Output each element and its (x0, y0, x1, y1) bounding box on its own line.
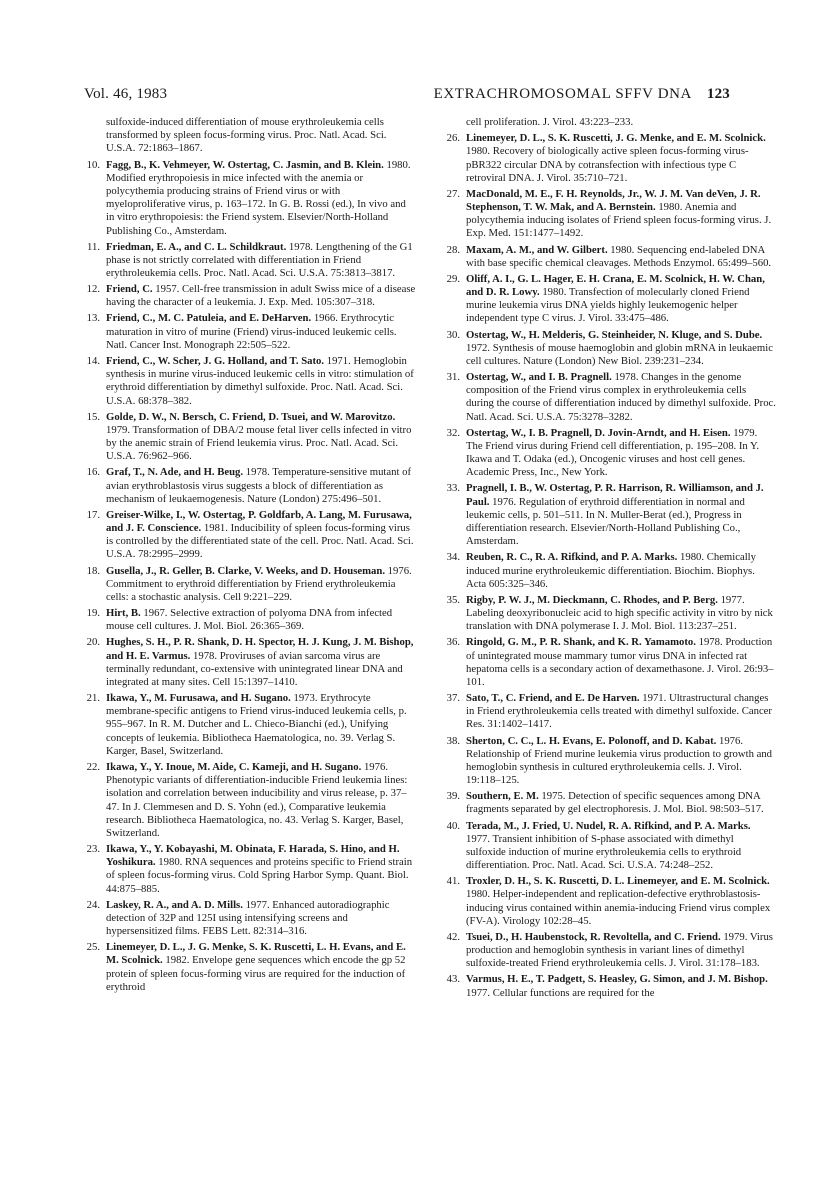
reference-authors: Ostertag, W., H. Melderis, G. Steinheider, N. Kluge, and S. Dube. (466, 328, 763, 341)
reference-authors: Ostertag, W., I. B. Pragnell, D. Jovin-Arndt, and H. Eisen. (466, 426, 731, 439)
reference-number: 37. (446, 692, 460, 705)
reference-authors: Laskey, R. A., and A. D. Mills. (106, 898, 243, 911)
reference-number: 12. (86, 283, 100, 296)
reference-authors: Tsuei, D., H. Haubenstock, R. Revoltella, and C. Friend. (466, 930, 721, 943)
reference-number: 38. (446, 734, 460, 747)
reference-authors: Varmus, H. E., T. Padgett, S. Heasley, G. Simon, and J. M. Bishop. (466, 973, 768, 986)
reference-authors: Ikawa, Y., Y. Kobayashi, M. Obinata, F. Harada, S. Hino, and H. Yoshikura. (106, 843, 400, 869)
reference-authors: Linemeyer, D. L., S. K. Ruscetti, J. G. Menke, and E. M. Scolnick. (466, 132, 766, 145)
reference-entry (84, 607, 416, 633)
running-title: EXTRACHROMOSOMAL SFFV DNA (433, 86, 692, 102)
reference-text: 1980. Sequencing end-labeled DNA with base specific chemical cleavages. Methods Enzymol. 65:499–560. (466, 243, 772, 269)
reference-entry (444, 636, 776, 689)
reference-text: 1978. Lengthening of the G1 phase is not strictly correlated with differentiation in Friend erythroleukemia cells. Proc. Natl. Acad. Sci. U.S.A. 75:3813–3817. (106, 240, 413, 280)
reference-authors: MacDonald, M. E., F. H. Reynolds, Jr., W. J. M. Van deVen, J. R. Stephenson, T. W. Mak, and A. Bernstein. (466, 187, 761, 213)
reference-number: 36. (446, 636, 460, 649)
reference-entry (444, 551, 776, 591)
reference-text: 1971. Hemoglobin synthesis in murine virus-induced leukemic cells in vitro: stimulation of erythroid differentiation by dimethyl sulfoxide. Proc. Natl. Acad. Sci. U.S.A. 68:378–382. (106, 354, 414, 407)
references-left-column (84, 116, 416, 997)
reference-entry (444, 273, 776, 326)
reference-authors: Ikawa, Y., Y. Inoue, M. Aide, C. Kameji, and H. Sugano. (106, 760, 362, 773)
reference-authors: Pragnell, I. B., W. Ostertag, P. R. Harrison, R. Williamson, and J. Paul. (466, 482, 764, 508)
reference-text: 1977. Enhanced autoradiographic detection of 32P and 125I using intensifying screens and hypersensitized films. FEBS Lett. 82:314–316. (106, 898, 390, 938)
reference-number: 13. (86, 312, 100, 325)
reference-number: 34. (446, 551, 460, 564)
reference-authors: Graf, T., N. Ade, and H. Beug. (106, 466, 244, 479)
page-number: 123 (706, 86, 730, 102)
reference-text: 1977. Labeling deoxyribonucleic acid to high specific activity in vitro by nick translation with DNA polymerase I. J. Mol. Biol. 113:237–251. (466, 593, 773, 633)
reference-number: 26. (446, 132, 460, 145)
reference-text: cell proliferation. J. Virol. 43:223–233. (466, 116, 634, 128)
reference-number: 22. (86, 760, 100, 773)
reference-authors: Friend, C., M. C. Patuleia, and E. DeHarven. (106, 312, 312, 325)
reference-authors: Oliff, A. I., G. L. Hager, E. H. Crana, E. M. Scolnick, H. W. Chan, and D. R. Lowy. (466, 272, 765, 298)
reference-text: 1977. Cellular functions are required for the (466, 986, 655, 999)
reference-entry (84, 761, 416, 840)
reference-text: 1976. Relationship of Friend murine leukemia virus production to growth and hemoglobin synthesis in cultured erythroleukemia cells. J. Virol. 19:118–125. (466, 734, 773, 787)
reference-entry (444, 820, 776, 873)
reference-authors: Sato, T., C. Friend, and E. De Harven. (466, 692, 640, 705)
reference-entry (444, 594, 776, 634)
reference-entry (444, 329, 776, 369)
reference-number: 18. (86, 564, 100, 577)
reference-number: 10. (86, 158, 100, 171)
reference-authors: Ostertag, W., and I. B. Pragnell. (466, 371, 612, 383)
reference-entry (444, 188, 776, 241)
reference-text: 1972. Synthesis of mouse haemoglobin and globin mRNA in leukaemic cell cultures. Nature (London) New Biol. 239:231–234. (466, 341, 773, 367)
reference-entry (444, 427, 776, 480)
reference-authors: Greiser-Wilke, I., W. Ostertag, P. Goldfarb, A. Lang, M. Furusawa, and J. F. Conscience. (106, 508, 412, 535)
reference-entry (444, 875, 776, 928)
reference-number: 17. (86, 508, 100, 521)
reference-number: 39. (446, 790, 460, 803)
reference-text: 1975. Detection of specific sequences among DNA fragments separated by gel electrophoresis. J. Mol. Biol. 98:503–517. (466, 790, 764, 816)
reference-text: 1976. Regulation of erythroid differentiation in normal and leukemic cells, p. 501–511. In N. Muller-Berat (ed.), Progress in differentiation research. Elsevier/North-Holland Publishing Co., Amsterdam. (466, 495, 745, 548)
reference-entry (84, 941, 416, 994)
reference-text: 1976. Phenotypic variants of differentiation-inducible Friend leukemia lines: isolation and correlation between inducibility and virus release, p. 37–47. In J. Clemmesen and D. S. Yohn (ed.), Comparative leukemia research. Bibliotheca Haematologica, no. 43. Verlag S. Karger, Basel, Switzerland. (106, 760, 408, 839)
reference-authors: Linemeyer, D. L., J. G. Menke, S. K. Ruscetti, L. H. Evans, and E. M. Scolnick. (106, 941, 406, 967)
reference-text: 1966. Erythrocytic maturation in vitro of murine (Friend) virus-induced leukemic cells. Natl. Cancer Inst. Monograph 22:505–522. (106, 312, 397, 351)
running-header (84, 86, 730, 110)
reference-number: 42. (446, 930, 460, 943)
reference-text: 1980. Helper-independent and replication-defective erythroblastosis-inducing virus contained within anemia-inducing Friend virus complex (FV-A). Virology 102:28–45. (466, 888, 771, 927)
reference-entry (444, 371, 776, 424)
reference-entry (84, 241, 416, 281)
reference-number: 21. (86, 692, 100, 705)
reference-text: 1973. Erythrocyte membrane-specific antigens to Friend virus-induced leukemia cells, p. 955–967. In R. M. Dutcher and L. Chieco-Bianchi (ed.), Unifying concepts of leukemia. Bibliotheca Haematologica, no. 39. Verlag S. Karger, Basel, Switzerland. (106, 692, 407, 757)
reference-text: 1978. Temperature-sensitive mutant of avian erythroblastosis virus suggests a block of differentiation as mechanism of leukaemogenesis. Nature (London) 275:496–501. (106, 466, 412, 505)
reference-authors: Maxam, A. M., and W. Gilbert. (466, 243, 608, 256)
reference-number: 41. (446, 875, 460, 888)
reference-number: 40. (446, 819, 460, 832)
reference-authors: Ringold, G. M., P. R. Shank, and K. R. Yamamoto. (466, 636, 696, 649)
reference-authors: Hughes, S. H., P. R. Shank, D. H. Spector, H. J. Kung, J. M. Bishop, and H. E. Varmus. (106, 636, 414, 662)
reference-text: 1978. Proviruses of avian sarcoma virus are terminally redundant, co-extensive with unintegrated linear DNA and integrated at many sites. Cell 15:1397–1410. (106, 649, 403, 688)
reference-text: 1980. Anemia and polycythemia inducing isolates of Friend spleen focus-forming virus. J. Exp. Med. 151:1477–1492. (466, 201, 772, 240)
reference-number: 16. (86, 466, 100, 479)
reference-text: 1980. Chemically induced murine erythroleukemic differentiation. Biochim. Biophys. Acta 605:325–346. (466, 551, 756, 590)
reference-number: 25. (86, 941, 100, 954)
reference-number: 35. (446, 593, 460, 606)
reference-authors: Hirt, B. (106, 607, 141, 620)
reference-authors: Fagg, B., K. Vehmeyer, W. Ostertag, C. Jasmin, and B. Klein. (106, 158, 384, 171)
reference-entry (84, 636, 416, 689)
reference-text: 1979. Transformation of DBA/2 mouse fetal liver cells infected in vitro by the anemic strain of Friend leukemia virus. Proc. Natl. Acad. Sci. U.S.A. 76:962–966. (106, 423, 412, 463)
reference-text: 1982. Envelope gene sequences which encode the gp 52 protein of spleen focus-forming virus are required for the induction of erythroid (106, 954, 406, 993)
reference-number: 43. (446, 973, 460, 986)
reference-entry (84, 466, 416, 506)
reference-text: 1980. Modified erythropoiesis in mice infected with the anemia or polycythemia producing strains of Friend virus or with myeloproliferative virus, p. 163–172. In G. B. Rossi (ed.), In vivo and in vitro erythropoiesis: the Friend system. Elsevier/North-Holland Publishing Co., Amsterdam. (106, 158, 411, 237)
reference-number: 23. (86, 843, 100, 856)
reference-entry (444, 931, 776, 971)
reference-authors: Friedman, E. A., and C. L. Schildkraut. (106, 240, 287, 253)
reference-entry (84, 692, 416, 758)
reference-text: 1967. Selective extraction of polyoma DNA from infected mouse cell cultures. J. Mol. Biol. 26:365–369. (106, 607, 393, 633)
reference-text: 1978. Production of unintegrated mouse mammary tumor virus DNA in infected rat hepatoma cells is a secondary action of dexamethasone. J. Virol. 26:93–101. (466, 636, 774, 688)
reference-authors: Southern, E. M. (466, 790, 539, 803)
reference-text: sulfoxide-induced differentiation of mouse erythroleukemia cells transformed by spleen focus-forming virus. Proc. Natl. Acad. Sci. U.S.A. 72:1863–1867. (106, 116, 387, 155)
reference-text: 1979. The Friend virus during Friend cell differentiation, p. 195–208. In Y. Ikawa and T. Odaka (ed.), Oncogenic viruses and host cell genes. Academic Press, Inc., New York. (466, 426, 760, 479)
reference-number: 30. (446, 328, 460, 341)
reference-entry (444, 244, 776, 270)
reference-number: 29. (446, 272, 460, 285)
reference-text: 1980. Transfection of molecularly cloned Friend murine leukemia virus DNA yields highly leukemogenic helper independent type C virus. J. Virol. 33:475–486. (466, 286, 750, 325)
reference-entry (84, 411, 416, 464)
reference-entry (84, 159, 416, 238)
reference-entry (444, 692, 776, 732)
reference-entry (444, 132, 776, 185)
references-right-column (444, 116, 776, 1003)
reference-authors: Reuben, R. C., R. A. Rifkind, and P. A. Marks. (466, 551, 678, 564)
reference-number: 20. (86, 636, 100, 649)
reference-entry (444, 735, 776, 788)
reference-number: 15. (86, 410, 100, 423)
reference-authors: Rigby, P. W. J., M. Dieckmann, C. Rhodes, and P. Berg. (466, 593, 718, 606)
reference-text: 1980. Recovery of biologically active spleen focus-forming virus-pBR322 circular DNA by cotransfection with infectious type C retroviral DNA. J. Virol. 35:710–721. (466, 145, 749, 184)
reference-authors: Ikawa, Y., M. Furusawa, and H. Sugano. (106, 692, 291, 705)
reference-text: 1976. Commitment to erythroid differentiation by Friend erythroleukemia cells: a stochastic analysis. Cell 9:221–229. (106, 564, 412, 603)
reference-text: 1979. Virus production and hemoglobin synthesis in variant lines of dimethyl sulfoxide-treated Friend erythroleukemia cells. J. Virol. 31:178–183. (466, 930, 773, 970)
reference-text: 1978. Changes in the genome composition of the Friend virus complex in erythroleukemia cells during the course of differentiation induced by dimethyl sulfoxide. Proc. Natl. Acad. Sci. U.S.A. 75:3278–3282. (466, 371, 776, 423)
reference-text: 1981. Inducibility of spleen focus-forming virus is controlled by the differentiated state of the cell. Proc. Natl. Acad. Sci. U.S.A. 78:2995–2999. (106, 522, 414, 561)
reference-authors: Terada, M., J. Fried, U. Nudel, R. A. Rifkind, and P. A. Marks. (466, 819, 751, 832)
reference-authors: Gusella, J., R. Geller, B. Clarke, V. Weeks, and D. Houseman. (106, 564, 385, 577)
reference-entry (84, 283, 416, 309)
reference-authors: Friend, C., W. Scher, J. G. Holland, and T. Sato. (106, 354, 325, 367)
reference-entry (84, 899, 416, 939)
reference-number: 33. (446, 482, 460, 495)
reference-entry (444, 790, 776, 816)
reference-authors: Sherton, C. C., L. H. Evans, E. Polonoff, and D. Kabat. (466, 734, 717, 747)
volume-label: Vol. 46, 1983 (84, 86, 168, 102)
reference-entry (84, 843, 416, 896)
reference-entry (84, 565, 416, 605)
reference-authors: Golde, D. W., N. Bersch, C. Friend, D. Tsuei, and W. Marovitzo. (106, 410, 396, 423)
reference-entry (444, 482, 776, 548)
reference-entry (444, 973, 776, 999)
reference-number: 31. (446, 371, 460, 383)
reference-authors: Friend, C. (106, 283, 153, 296)
reference-text: 1980. RNA sequences and proteins specific to Friend strain of spleen focus-forming virus. Cold Spring Harbor Symp. Quant. Biol. 44:875–885. (106, 856, 413, 895)
reference-number: 32. (446, 426, 460, 439)
reference-number: 28. (446, 243, 460, 256)
reference-text: 1971. Ultrastructural changes in Friend erythroleukemia cells treated with dimethyl sulfoxide. Cancer Res. 31:1402–1417. (466, 692, 772, 731)
reference-text: 1977. Transient inhibition of S-phase associated with dimethyl sulfoxide induction of murine erythroleukemia cells to erythroid differentiation. Proc. Natl. Acad. Sci. U.S.A. 74:248–252. (466, 832, 742, 872)
reference-entry (84, 355, 416, 408)
reference-number: 19. (86, 607, 100, 620)
reference-continuation (84, 116, 416, 156)
reference-number: 11. (87, 240, 100, 253)
reference-entry (84, 312, 416, 352)
reference-authors: Troxler, D. H., S. K. Ruscetti, D. L. Linemeyer, and E. M. Scolnick. (466, 875, 770, 888)
reference-number: 27. (446, 187, 460, 200)
reference-number: 24. (86, 898, 100, 911)
reference-number: 14. (86, 354, 100, 367)
reference-entry (84, 509, 416, 562)
reference-text: 1957. Cell-free transmission in adult Swiss mice of a disease having the character of a leukemia. J. Exp. Med. 105:307–318. (106, 283, 416, 309)
reference-continuation (444, 116, 776, 129)
